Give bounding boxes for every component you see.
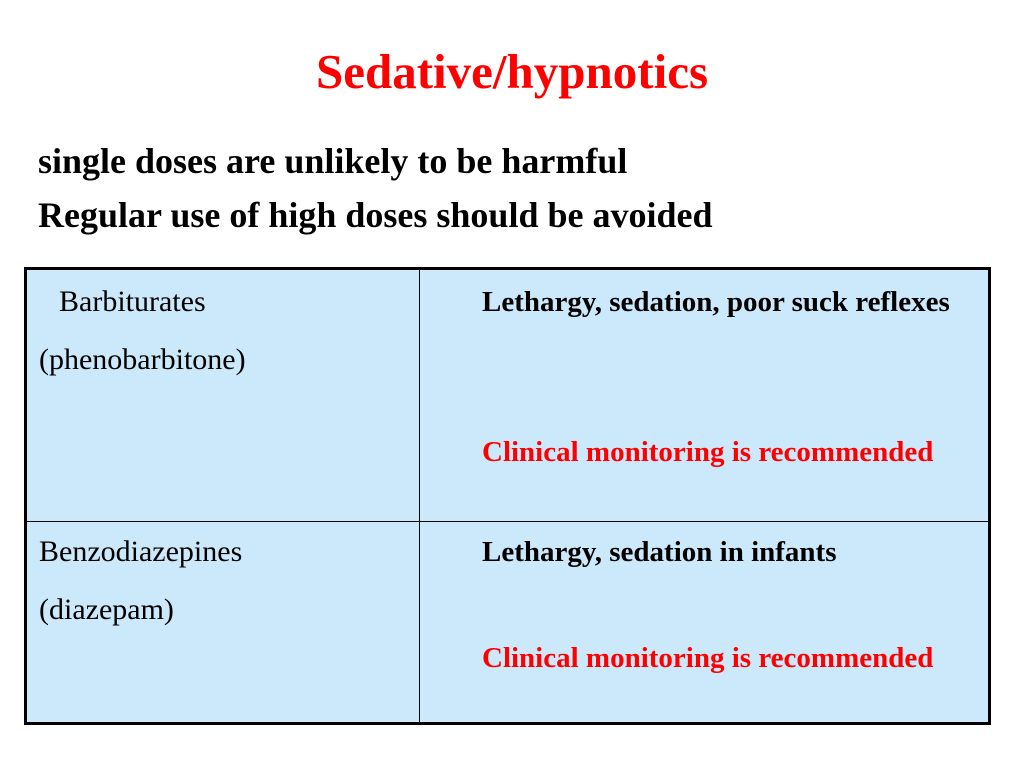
- drug-cell: [26, 269, 420, 522]
- advice-text: Clinical monitoring is recommended: [482, 642, 934, 674]
- drug-cell: [26, 522, 420, 724]
- drug-name: Barbiturates: [59, 285, 206, 318]
- table-row: [26, 522, 990, 724]
- drug-table: [24, 267, 991, 725]
- effect-text: Lethargy, sedation, poor suck reflexes: [482, 286, 950, 318]
- advice-text: Clinical monitoring is recommended: [482, 436, 934, 468]
- drug-name: Benzodiazepines: [39, 535, 243, 568]
- drug-example: (diazepam): [39, 593, 174, 626]
- bullet-item: single doses are unlikely to be harmful: [38, 141, 628, 181]
- table-row: [26, 269, 990, 522]
- effect-text: Lethargy, sedation in infants: [482, 536, 837, 568]
- drug-example: (phenobarbitone): [39, 343, 246, 376]
- effect-cell: [420, 522, 990, 724]
- effect-cell: [420, 269, 990, 522]
- slide-title: Sedative/hypnotics: [315, 44, 709, 99]
- bullet-list: [38, 134, 713, 242]
- bullet-item: Regular use of high doses should be avoided: [38, 195, 713, 235]
